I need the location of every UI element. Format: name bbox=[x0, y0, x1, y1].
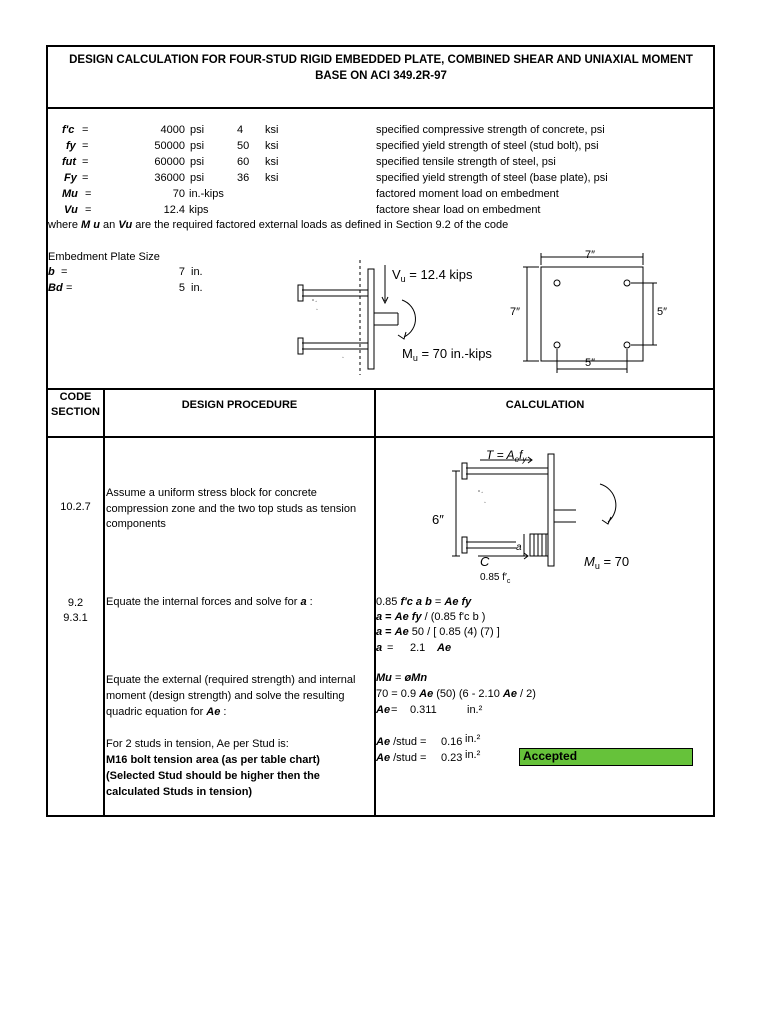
row2-code: 9.2 9.3.1 bbox=[63, 597, 88, 624]
dim-top: 7″ bbox=[585, 249, 596, 261]
col-header-code: CODE SECTION bbox=[51, 391, 100, 418]
param-desc: factore shear load on embedment bbox=[376, 204, 541, 216]
col-divider-1 bbox=[103, 388, 105, 817]
row1-code: 10.2.7 bbox=[60, 501, 91, 513]
compression-label: C bbox=[480, 554, 490, 569]
param-eq: = bbox=[82, 124, 89, 136]
param-symbol: Fy bbox=[64, 172, 77, 184]
svg-text:◦: ◦ bbox=[316, 307, 318, 313]
param-desc: specified compressive strength of concrete, psi bbox=[376, 124, 605, 136]
param-value: 4000 bbox=[160, 124, 185, 136]
param-symbol: fy bbox=[66, 140, 76, 152]
dim-bottom: 5″ bbox=[585, 357, 596, 369]
param-unit: psi bbox=[190, 156, 205, 168]
param-symbol: fut bbox=[62, 156, 77, 168]
mu-label: $M_u = 70$ in.-kips bbox=[402, 346, 492, 363]
param-unit-ksi: ksi bbox=[265, 172, 279, 184]
param-symbol: Mu bbox=[62, 188, 78, 200]
stress-block-figure bbox=[420, 442, 660, 587]
plate-size-heading: Embedment Plate Size bbox=[48, 251, 160, 263]
param-value: 50000 bbox=[154, 140, 185, 152]
row2-calc-line2: a = Ae fy / (0.85 f'c b ) bbox=[376, 611, 486, 623]
param-symbol: f'c bbox=[62, 124, 75, 136]
dim-right: 5″ bbox=[657, 306, 668, 318]
row2-calc-line1: 0.85 f'c a b = Ae fy bbox=[376, 596, 472, 608]
fc-label: 0.85 $f'_c$ bbox=[480, 572, 511, 585]
table-top-divider bbox=[46, 388, 715, 390]
a-label: a bbox=[516, 542, 522, 553]
svg-text:◦: ◦ bbox=[342, 355, 344, 361]
param-unit: in.-kips bbox=[189, 188, 224, 200]
mu-label: $M_u = 70$ bbox=[584, 554, 630, 571]
param-value: 70 bbox=[172, 188, 185, 200]
param-value: 12.4 bbox=[163, 204, 185, 216]
param-unit-ksi: ksi bbox=[265, 156, 279, 168]
param-eq: = bbox=[85, 188, 92, 200]
param-desc: specified tensile strength of steel, psi bbox=[376, 156, 556, 168]
doc-title-line2: BASE ON ACI 349.2R-97 bbox=[315, 70, 447, 82]
tension-label: $T = A_ef_y$ bbox=[486, 448, 527, 464]
param-unit-ksi: ksi bbox=[265, 124, 279, 136]
param-eq: = bbox=[85, 204, 92, 216]
param-value: 36000 bbox=[154, 172, 185, 184]
param-eq: = bbox=[82, 172, 89, 184]
param-value: 60000 bbox=[154, 156, 185, 168]
vu-label: $V_u = 12.4$ kips bbox=[392, 267, 473, 284]
row2-procedure: Equate the internal forces and solve for a : bbox=[106, 596, 313, 608]
param-value-ksi: 36 bbox=[237, 172, 250, 184]
param-desc: specified yield strength of steel (stud bolt), psi bbox=[376, 140, 599, 152]
plate-plan-figure bbox=[505, 245, 685, 380]
where-note: where M u an Vu are the required factored external loads as defined in Section 9.2 of the code bbox=[48, 219, 509, 231]
param-unit: psi bbox=[190, 140, 205, 152]
doc-title-line1: DESIGN CALCULATION FOR FOUR-STUD RIGID EMBEDDED PLATE, COMBINED SHEAR AND UNIAXIAL MOMENT bbox=[69, 54, 693, 66]
row4-procedure: For 2 studs in tension, Ae per Stud is: M16 bolt tension area (as per table chart) (Selected Stud should be higher then the calculated Studs in tension) bbox=[106, 738, 320, 798]
param-value-ksi: 4 bbox=[237, 124, 244, 136]
param-symbol: Vu bbox=[64, 204, 78, 216]
side-view-figure bbox=[290, 255, 510, 380]
row3-calc-line2: 70 = 0.9 Ae (50) (6 - 2.10 Ae / 2) bbox=[376, 688, 536, 700]
table-header-divider bbox=[46, 436, 715, 438]
param-value-ksi: 60 bbox=[237, 156, 250, 168]
col-header-calculation: CALCULATION bbox=[505, 399, 585, 411]
six-inch-label: 6″ bbox=[432, 512, 444, 527]
row3-procedure: Equate the external (required strength) and internal moment (design strength) and solve the resulting quadric equation for Ae : bbox=[106, 674, 356, 718]
status-badge: Accepted bbox=[519, 748, 693, 766]
svg-text:° ◦: ° ◦ bbox=[478, 490, 484, 496]
title-divider bbox=[46, 107, 715, 109]
param-eq: = bbox=[82, 140, 89, 152]
row1-procedure: Assume a uniform stress block for concrete compression zone and the two top studs as tension components bbox=[106, 487, 357, 530]
row2-calc-line3: a = Ae 50 / [ 0.85 (4) (7) ] bbox=[376, 626, 500, 638]
row3-calc-line1: Mu = øMn bbox=[376, 672, 428, 684]
param-value-ksi: 50 bbox=[237, 140, 250, 152]
param-unit: psi bbox=[190, 124, 205, 136]
param-unit-ksi: ksi bbox=[265, 140, 279, 152]
param-unit: psi bbox=[190, 172, 205, 184]
svg-text:° ◦: ° ◦ bbox=[312, 299, 318, 305]
param-eq: = bbox=[82, 156, 89, 168]
param-unit: kips bbox=[189, 204, 209, 216]
dim-left: 7″ bbox=[510, 306, 521, 318]
param-desc: factored moment load on embedment bbox=[376, 188, 559, 200]
param-desc: specified yield strength of steel (base plate), psi bbox=[376, 172, 608, 184]
col-header-procedure: DESIGN PROCEDURE bbox=[181, 399, 298, 411]
svg-text:◦: ◦ bbox=[484, 500, 486, 506]
